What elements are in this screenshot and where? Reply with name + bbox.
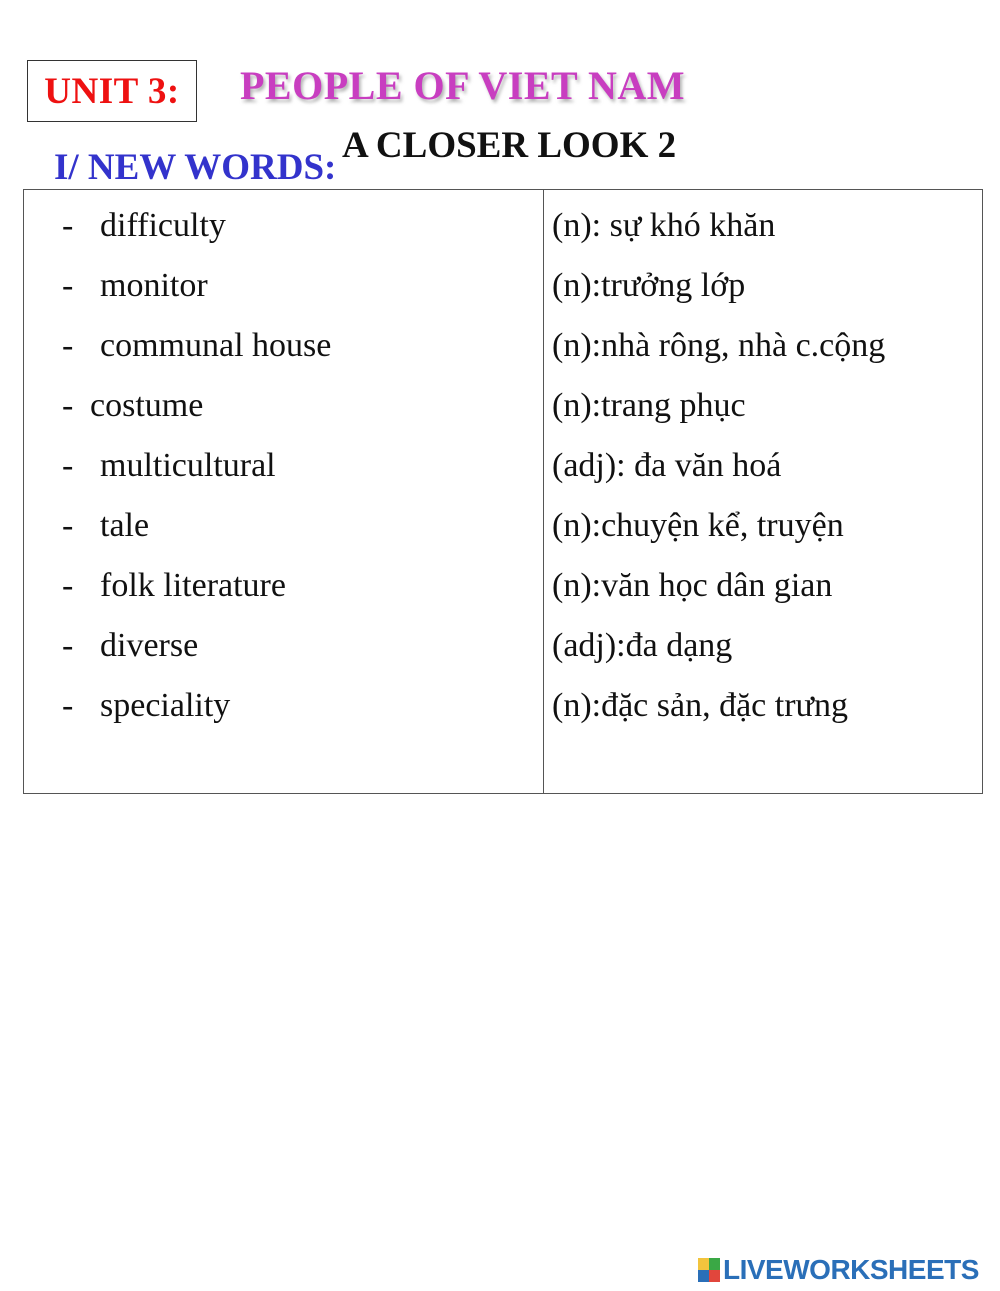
list-dash: - xyxy=(62,267,74,304)
list-dash: - xyxy=(62,687,74,724)
vocab-row xyxy=(24,616,982,676)
vocab-term: costume xyxy=(90,387,204,424)
vocab-meaning: (adj):đa dạng xyxy=(552,627,733,664)
vocab-row xyxy=(24,376,982,436)
vocab-term: diverse xyxy=(100,627,199,664)
vocab-row xyxy=(24,436,982,496)
section-heading: I/ NEW WORDS: xyxy=(54,147,337,188)
page-title: PEOPLE OF VIET NAM xyxy=(240,63,685,108)
liveworksheets-brand[interactable] xyxy=(698,1254,979,1286)
list-dash: - xyxy=(62,507,74,544)
unit-label: UNIT 3: xyxy=(44,70,180,112)
liveworksheets-logo-icon xyxy=(698,1258,720,1282)
vocab-meaning: (n):trưởng lớp xyxy=(552,267,746,304)
list-dash: - xyxy=(62,387,74,424)
vocab-row xyxy=(24,256,982,316)
vocab-row xyxy=(24,676,982,736)
vocab-term: communal house xyxy=(100,327,332,364)
vocab-row xyxy=(24,316,982,376)
vocab-term: folk literature xyxy=(100,567,286,604)
brand-name: LIVEWORKSHEETS xyxy=(723,1254,979,1285)
vocab-term: multicultural xyxy=(100,447,276,484)
vocab-row xyxy=(24,196,982,256)
vocab-meaning: (n):đặc sản, đặc trưng xyxy=(552,687,848,724)
vocab-meaning: (n):nhà rông, nhà c.cộng xyxy=(552,327,886,364)
unit-box xyxy=(27,60,197,122)
list-dash: - xyxy=(62,327,74,364)
vocab-term: monitor xyxy=(100,267,208,304)
vocab-row xyxy=(24,496,982,556)
vocab-meaning: (n):chuyện kể, truyện xyxy=(552,507,844,544)
vocab-meaning: (n):văn học dân gian xyxy=(552,567,833,604)
vocab-meaning: (n): sự khó khăn xyxy=(552,207,776,244)
list-dash: - xyxy=(62,447,74,484)
list-dash: - xyxy=(62,627,74,664)
vocab-row xyxy=(24,556,982,616)
vocabulary-table xyxy=(23,189,983,794)
vocab-term: difficulty xyxy=(100,207,226,244)
vocab-term: tale xyxy=(100,507,150,544)
list-dash: - xyxy=(62,207,74,244)
vocab-term: speciality xyxy=(100,687,231,724)
vocab-meaning: (n):trang phục xyxy=(552,387,746,424)
vocab-meaning: (adj): đa văn hoá xyxy=(552,447,782,484)
lesson-title: A CLOSER LOOK 2 xyxy=(342,125,677,166)
list-dash: - xyxy=(62,567,74,604)
